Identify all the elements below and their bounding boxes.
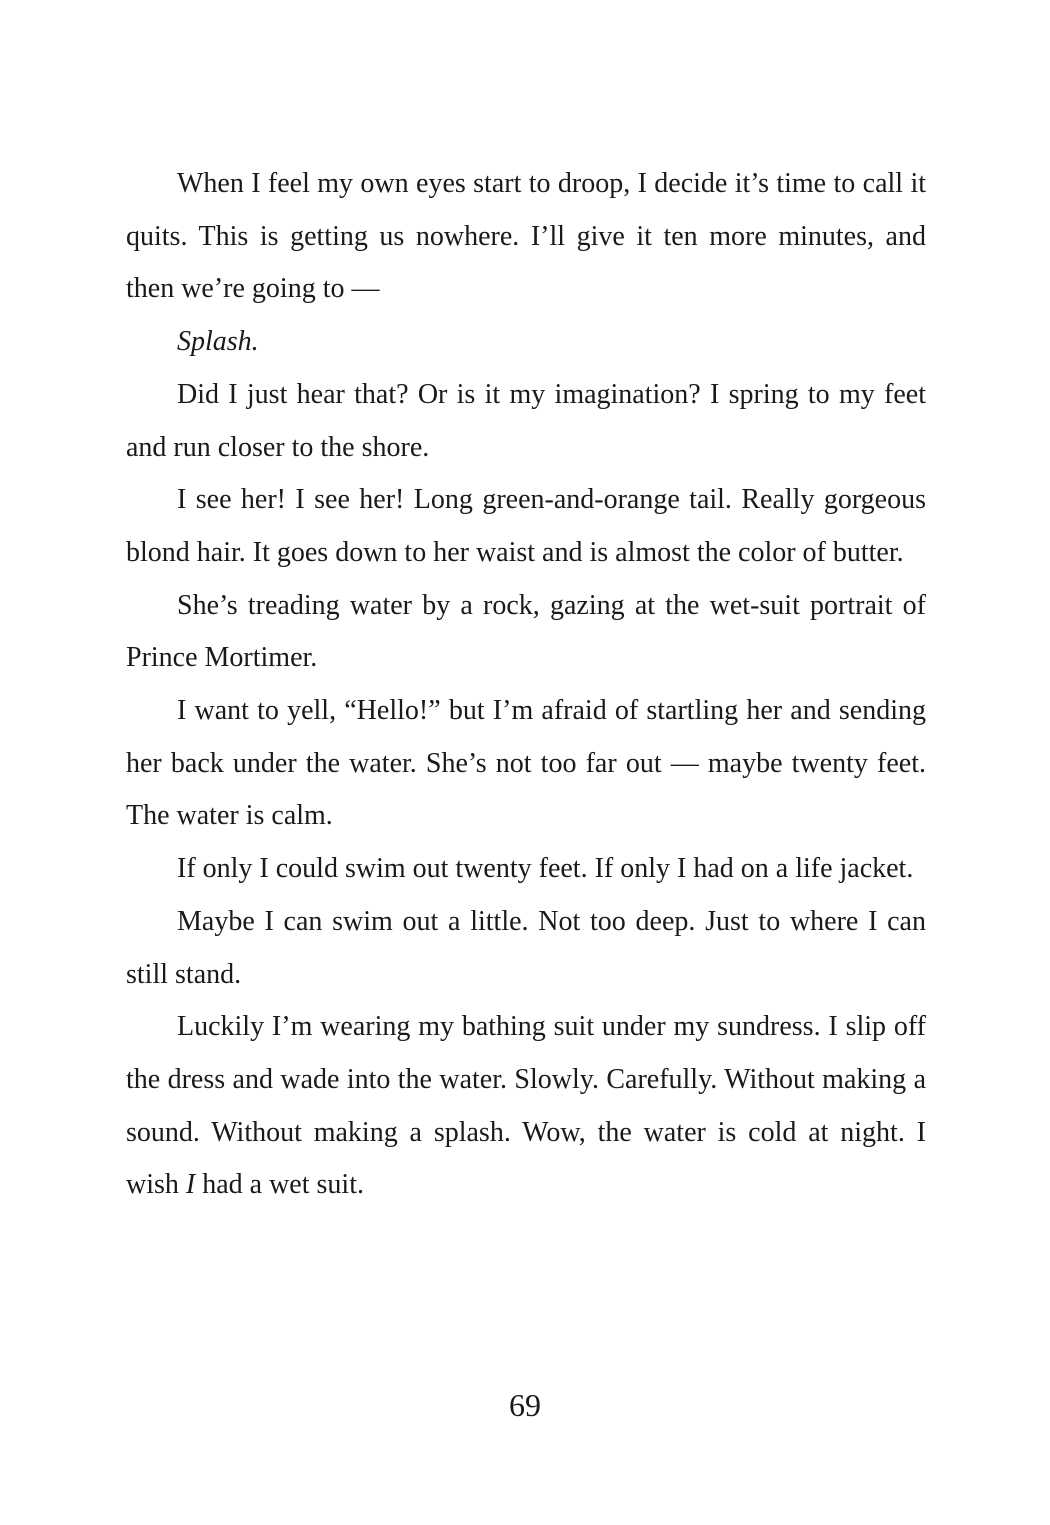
paragraph-5: She’s treading water by a rock, gazing at the wet-suit portrait of Prince Mortimer.: [126, 589, 926, 674]
paragraph-9: [126, 1001, 926, 1212]
paragraph-8: Maybe I can swim out a little. Not too deep. Just to where I can still stand.: [126, 905, 926, 990]
page-number: 69: [509, 1387, 541, 1423]
paragraph-7: If only I could swim out twenty feet. If only I had on a life jacket.: [177, 853, 914, 885]
paragraph-9-part-2: had a wet suit.: [202, 1169, 364, 1201]
paragraph-4: I see her! I see her! Long green-and-orange tail. Really gorgeous blond hair. It goes down to her waist and is almost the color of butter.: [126, 484, 926, 568]
paragraph-6: I want to yell, “Hello!” but I’m afraid of startling her and sending her back under the water. She’s not too far out — maybe twenty feet. The water is calm.: [126, 695, 926, 832]
paragraph-3: Did I just hear that? Or is it my imagination? I spring to my feet and run closer to the shore.: [126, 378, 926, 463]
paragraph-2: Splash.: [177, 326, 259, 358]
paragraph-9-italic-word: I: [185, 1169, 196, 1201]
body-text: [126, 158, 926, 1212]
paragraph-1: When I feel my own eyes start to droop, I decide it’s time to call it quits. This is getting us nowhere. I’ll give it ten more minutes, and then we’re going to —: [126, 168, 926, 305]
paragraph-9-part-1: Luckily I’m wearing my bathing suit under my sundress. I slip off the dress and wade into the water. Slowly. Carefully. Without making a sound. Without making a splash. Wow, the water is cold at night. I wish: [126, 1011, 926, 1201]
